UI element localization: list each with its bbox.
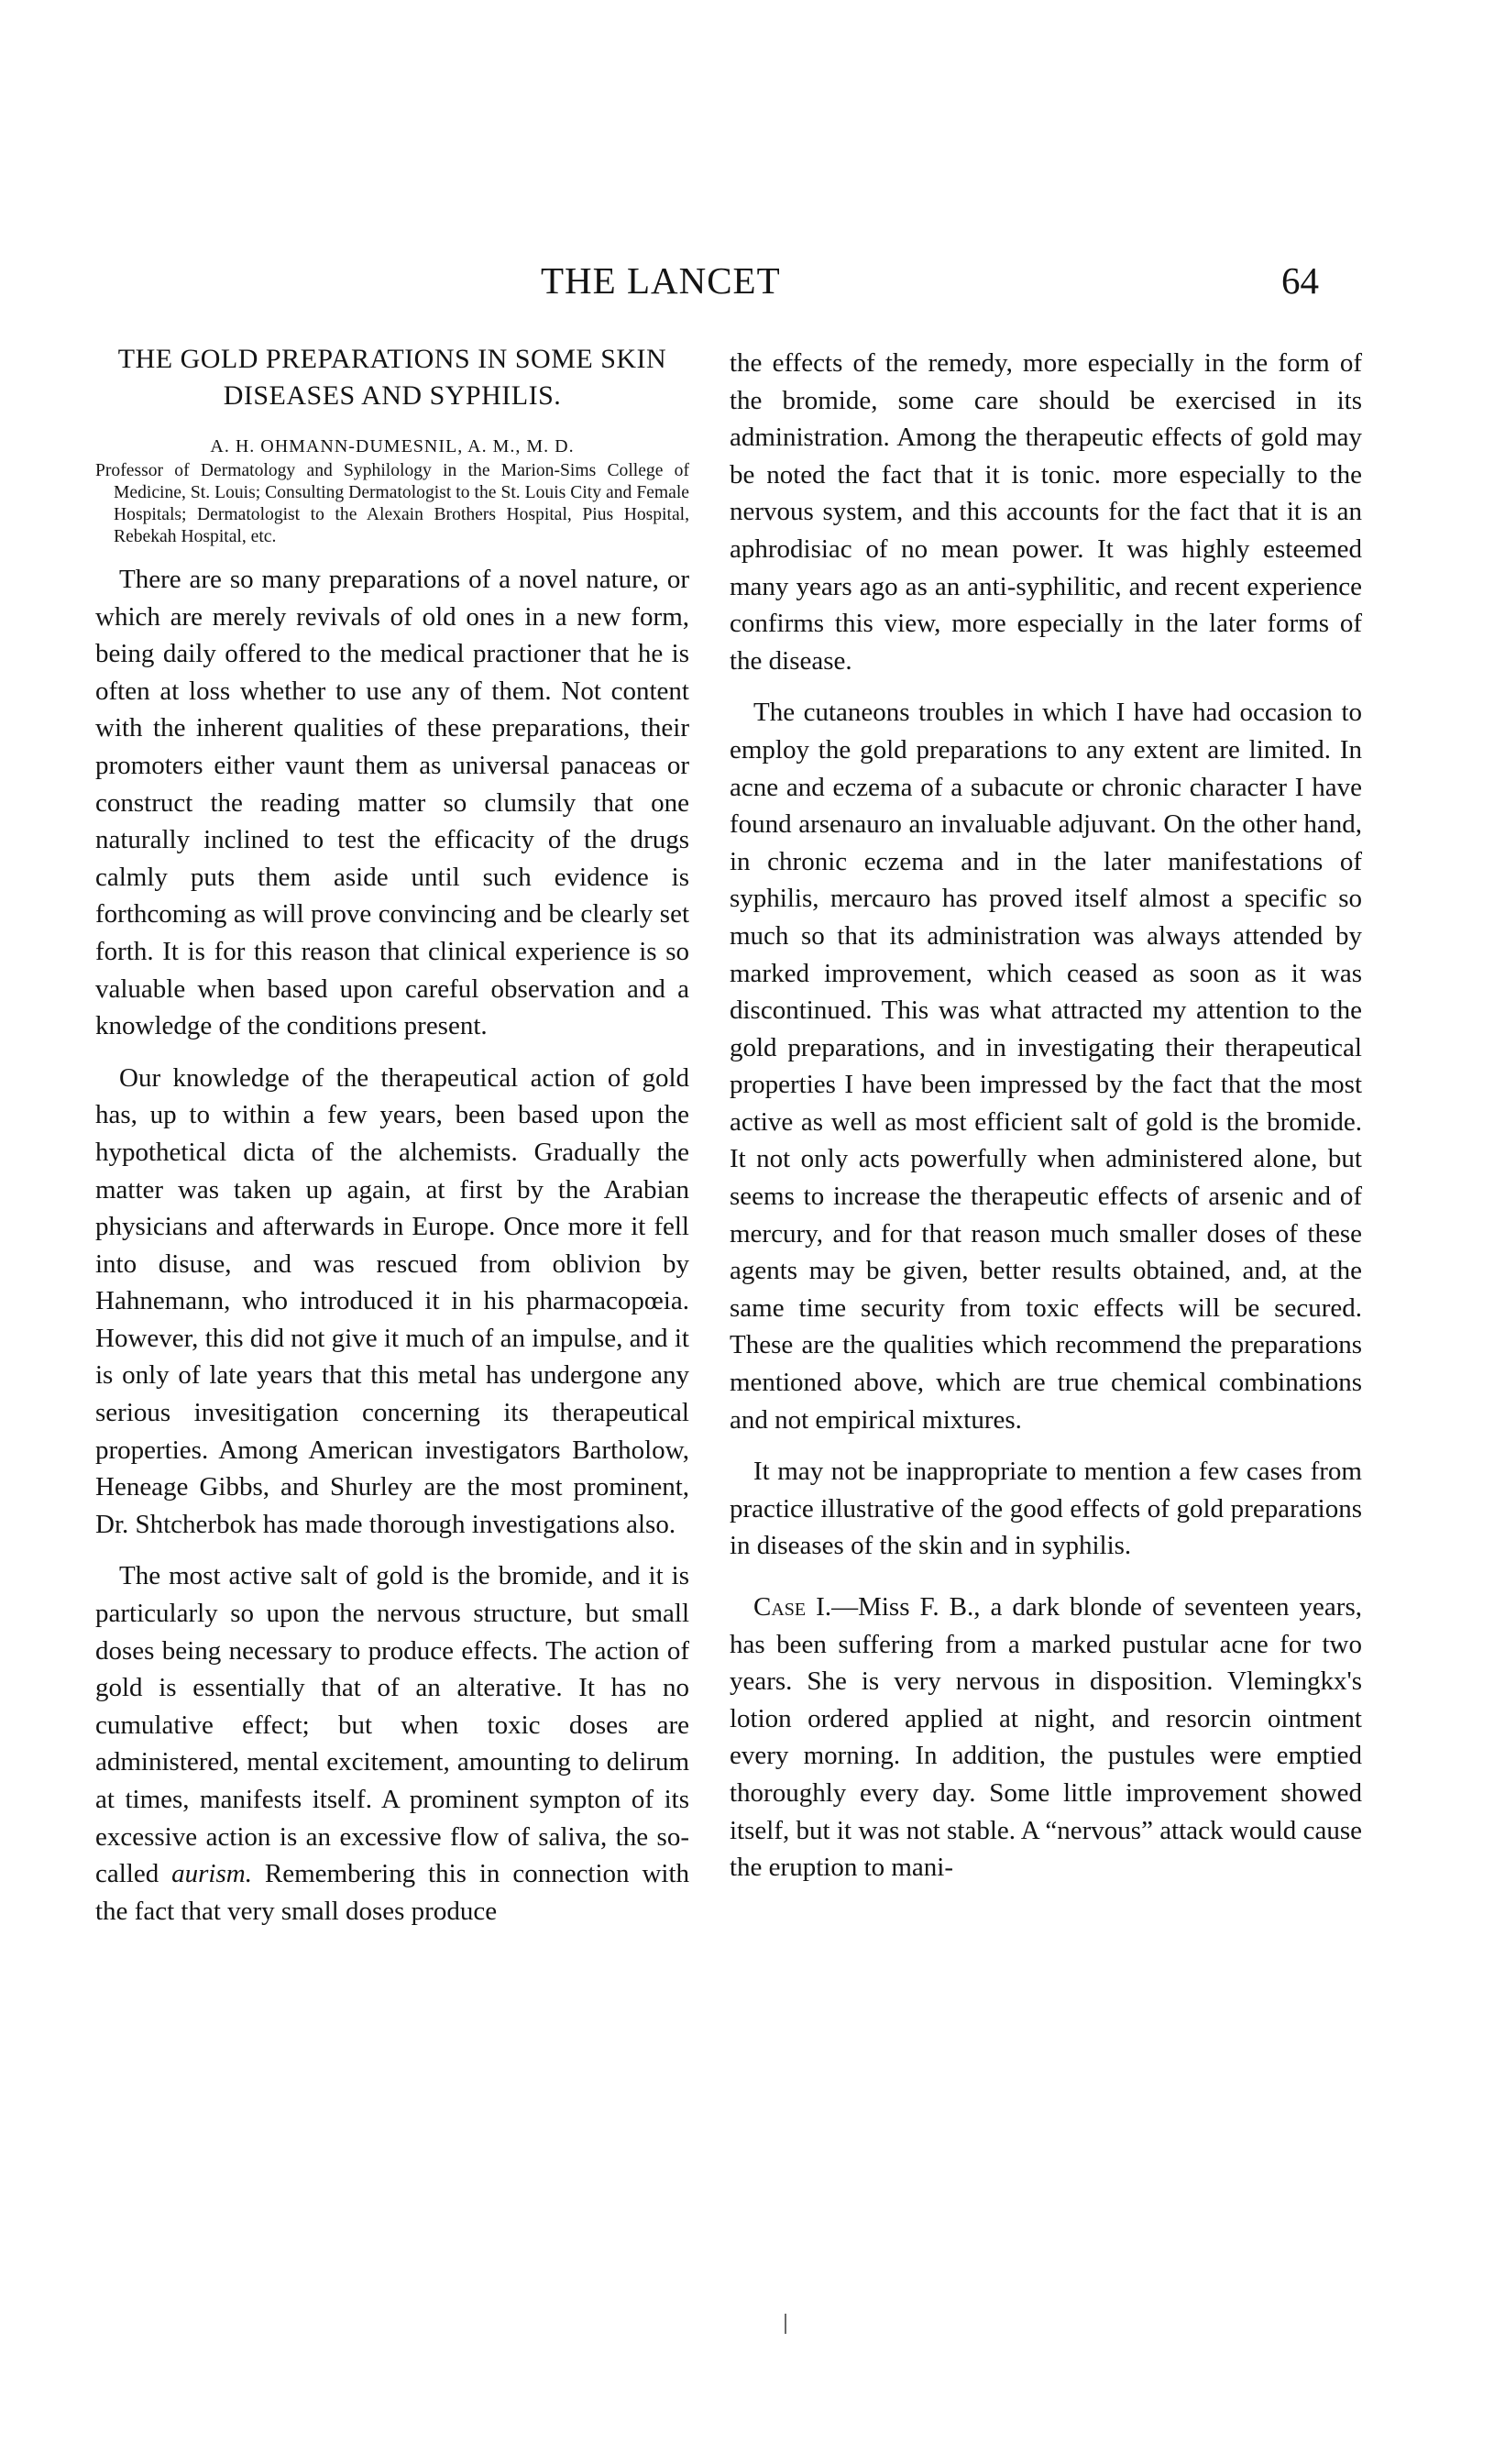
case-paragraph	[730, 1589, 1362, 1886]
body-paragraph: There are so many preparations of a novel nature, or which are merely revivals of old ones in a new form, being daily offered to the medical practioner that he is often at loss whether to use any of them. Not content with the inherent qualities of these preparations, their promoters either vaunt them as universal panaceas or construct the reading matter so clumsily that one naturally inclined to test the efficacity of the drugs calmly puts them aside until such evidence is forthcoming as will prove convincing and be clearly set forth. It is for this reason that clinical experience is so valuable when based upon careful observation and a knowledge of the conditions present.	[95, 565, 689, 1041]
left-column	[95, 341, 689, 1944]
paragraph-text: The most active salt of gold is the bromide, and it is particularly so upon the nervous structure, but small doses being necessary to produce effects. The action of gold is essentially that of an alterative. It has no cumulative effect; but when toxic doses are administered, mental excitement, amounting to delirum at times, manifests itself. A prominent sympton of its excessive action is an excessive flow of saliva, the so-called	[95, 1561, 689, 1889]
article-title: THE GOLD PREPARATIONS IN SOME SKIN DISEASES AND SYPHILIS.	[117, 344, 667, 411]
page-number: 64	[1281, 259, 1319, 302]
running-title: THE LANCET	[541, 259, 781, 302]
body-paragraph	[95, 1557, 689, 1930]
case-label: Case I.	[753, 1592, 832, 1622]
body-paragraph: It may not be inappropriate to mention a few cases from practice illustrative of the good effects of gold preparations in diseases of the skin and in syphilis.	[730, 1457, 1362, 1561]
case-text: —Miss F. B., a dark blonde of seventeen years, has been suffering from a marked pustular acne for two years. She is very nervous in disposition. Vlemingkx's lotion ordered applied at night, and resorcin ointment every morning. In addition, the pustules were emptied thoroughly every day. Some little improvement showed itself, but it was not stable. A “nervous” attack would cause the eruption to mani-	[730, 1592, 1362, 1883]
right-column	[730, 345, 1362, 1901]
paragraph-text: Remembering this in connection with the fact that very small doses produce	[95, 1859, 690, 1926]
italic-term: aurism.	[171, 1859, 252, 1889]
body-paragraph: the effects of the remedy, more especially in the form of the bromide, some care should be exercised in its administration. Among the therapeutic effects of gold may be noted the fact that it is tonic. more especially to the nervous system, and this accounts for the fact that it is an aphrodisiac of no mean power. It was highly esteemed many years ago as an anti-syphilitic, and recent experience confirms this view, more especially in the later forms of the disease.	[730, 348, 1362, 676]
author-byline: A. H. OHMANN-DUMESNIL, A. M., M. D.	[210, 436, 575, 456]
printer-mark	[785, 2314, 786, 2334]
body-paragraph: Our knowledge of the therapeutical action of gold has, up to within a few years, been based upon the hypothetical dicta of the alchemists. Gradually the matter was taken up again, at first by the Arabian physicians and afterwards in Europe. Once more it fell into disuse, and was rescued from oblivion by Hahnemann, who introduced it in his pharmacopœia. However, this did not give it much of an impulse, and it is only of late years that this metal has undergone any serious invesitigation concerning its therapeutical properties. Among American investigators Bartholow, Heneage Gibbs, and Shurley are the most prominent, Dr. Shtcherbok has made thorough investigations also.	[95, 1062, 689, 1539]
author-affiliation: Professor of Dermatology and Syphilology in the Marion-Sims College of Medicine, St. Louis; Consulting Dermatologist to the St. Louis City and Female Hospitals; Dermatologist to the Alexain Brothers Hospital, Pius Hospital, Rebekah Hospital, etc.	[95, 461, 689, 546]
body-paragraph: The cutaneons troubles in which I have had occasion to employ the gold preparations to any extent are limited. In acne and eczema of a subacute or chronic character I have found arsenauro an invaluable adjuvant. On the other hand, in chronic eczema and in the later manifestations of syphilis, mercauro has proved itself almost a specific so much so that its administration was always attended by marked improvement, which ceased as soon as it was discontinued. This was what attracted my attention to the gold preparations, and in investigating their therapeutical properties I have been impressed by the fact that the most active as well as most efficient salt of gold is the bromide. It not only acts powerfully when administered alone, but seems to increase the therapeutic effects of arsenic and of mercury, and for that reason much smaller doses of these agents may be given, better results obtained, and, at the same time security from toxic effects will be secured. These are the qualities which recommend the preparations mentioned above, which are true chemical combinations and not empirical mixtures.	[730, 698, 1362, 1435]
